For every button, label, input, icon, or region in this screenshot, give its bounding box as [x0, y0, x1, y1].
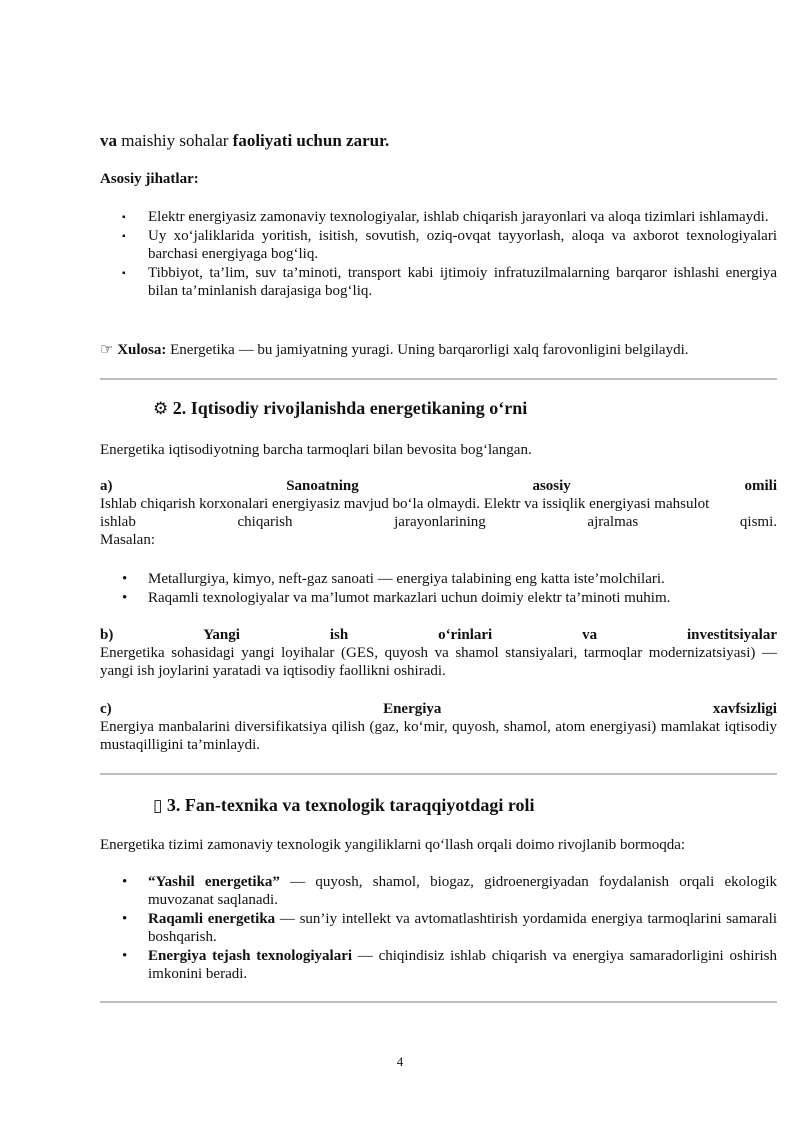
section3-bullets	[100, 873, 777, 984]
section2-intro: Energetika iqtisodiyotning barcha tarmoqlari bilan bevosita bog‘langan.	[100, 442, 532, 458]
pointing-hand-icon: ☞	[100, 340, 114, 358]
conclusion	[100, 340, 777, 359]
subsection-c	[100, 700, 777, 754]
bullet-icon: •	[122, 590, 128, 606]
conclusion-label: Xulosa:	[117, 342, 167, 358]
section1-heading: Asosiy jihatlar:	[100, 171, 199, 187]
subsection-a-heading: a) Sanoatning asosiy omili	[100, 478, 777, 494]
bullet-icon: •	[122, 948, 128, 964]
list-item: • Metallurgiya, kimyo, neft-gaz sanoati — energiya talabining eng katta iste’molchilari.	[122, 571, 665, 587]
list-item: • Raqamli texnologiyalar va ma’lumot markazlari uchun doimiy elektr ta’minoti muhim.	[122, 590, 671, 606]
bullet-icon: •	[122, 571, 128, 587]
subsection-c-heading: c) Energiya xavfsizligi	[100, 701, 777, 717]
bullet-icon: •	[122, 911, 128, 927]
missing-glyph-icon: ▯	[153, 796, 163, 816]
subsection-b	[100, 626, 777, 680]
section2-title-text: 2. Iqtisodiy rivojlanishda energetikaning o‘rni	[172, 398, 528, 418]
lead-plain: maishiy sohalar	[117, 131, 233, 150]
divider	[100, 1001, 777, 1003]
divider	[100, 773, 777, 775]
section1-bullet-list	[100, 208, 777, 301]
bullet-icon: ▪	[122, 212, 126, 223]
bullet-icon: ▪	[122, 231, 126, 242]
lead-line	[100, 131, 777, 151]
list-item: • “Yashil energetika” — quyosh, shamol, biogaz, gidroenergiyadan foydalanish orqali ekologik muvozanat saqlanadi.	[122, 874, 777, 908]
section3-intro: Energetika tizimi zamonaviy texnologik yangiliklarni qo‘llash orqali doimo rivojlanib bormoqda:	[100, 837, 686, 853]
subsection-a-line3: Masalan:	[100, 532, 155, 548]
subsection-a	[100, 477, 777, 549]
section2-title	[100, 398, 800, 419]
page-number: 4	[396, 1054, 404, 1069]
bullet-icon: •	[122, 874, 128, 890]
subsection-a-line1: Ishlab chiqarish korxonalari energiyasiz mavjud bo‘la olmaydi. Elektr va issiqlik energiyasi mahsulot	[100, 496, 710, 512]
section3-title-text: 3. Fan-texnika va texnologik taraqqiyotdagi roli	[166, 795, 535, 815]
subsection-c-text: Energiya manbalarini diversifikatsiya qilish (gaz, ko‘mir, quyosh, shamol, atom energiyasi) mamlakat iqtisodiy mustaqilligini ta’minlaydi.	[100, 719, 777, 753]
divider	[100, 378, 777, 380]
lead-bold-2: faoliyati uchun zarur.	[232, 131, 390, 150]
list-item: • Energiya tejash texnologiyalari — chiqindisiz ishlab chiqarish va energiya samaradorligini oshirish imkonini beradi.	[122, 948, 777, 982]
list-item: • Raqamli energetika — sun’iy intellekt va avtomatlashtirish yordamida energiya tarmoqlarini samarali boshqarish.	[122, 911, 778, 945]
list-item: ▪ Tibbiyot, ta’lim, suv ta’minoti, transport kabi ijtimoiy infratuzilmalarning barqaror ishlashi energiya bilan ta’minlanish darajasiga bog‘liq.	[122, 265, 777, 299]
gear-icon: ⚙	[153, 399, 169, 419]
list-item: ▪ Uy xo‘jaliklarida yoritish, isitish, sovutish, oziq-ovqat tayyorlash, aloqa va axborot texnologiyalari barchasi energiyaga bog‘liq.	[122, 228, 777, 262]
subsection-b-text: Energetika sohasidagi yangi loyihalar (GES, quyosh va shamol stansiyalari, tarmoqlar modernizatsiyasi) — yangi ish joylarini yaratadi va iqtisodiy faollikni oshiradi.	[100, 645, 777, 679]
conclusion-text: Energetika — bu jamiyatning yuragi. Uning barqarorligi xalq farovonligini belgilaydi.	[166, 342, 689, 358]
subsection-a-bullets	[100, 570, 777, 608]
subsection-b-heading: b) Yangi ish o‘rinlari va investitsiyalar	[100, 627, 777, 643]
section3-title	[100, 795, 800, 816]
lead-bold-1: va	[100, 131, 117, 150]
subsection-a-line2: ishlab chiqarish jarayonlarining ajralmas qismi.	[100, 514, 777, 530]
list-item: ▪ Elektr energiyasiz zamonaviy texnologiyalar, ishlab chiqarish jarayonlari va aloqa tizimlari ishlamaydi.	[122, 209, 769, 225]
bullet-icon: ▪	[122, 268, 126, 279]
